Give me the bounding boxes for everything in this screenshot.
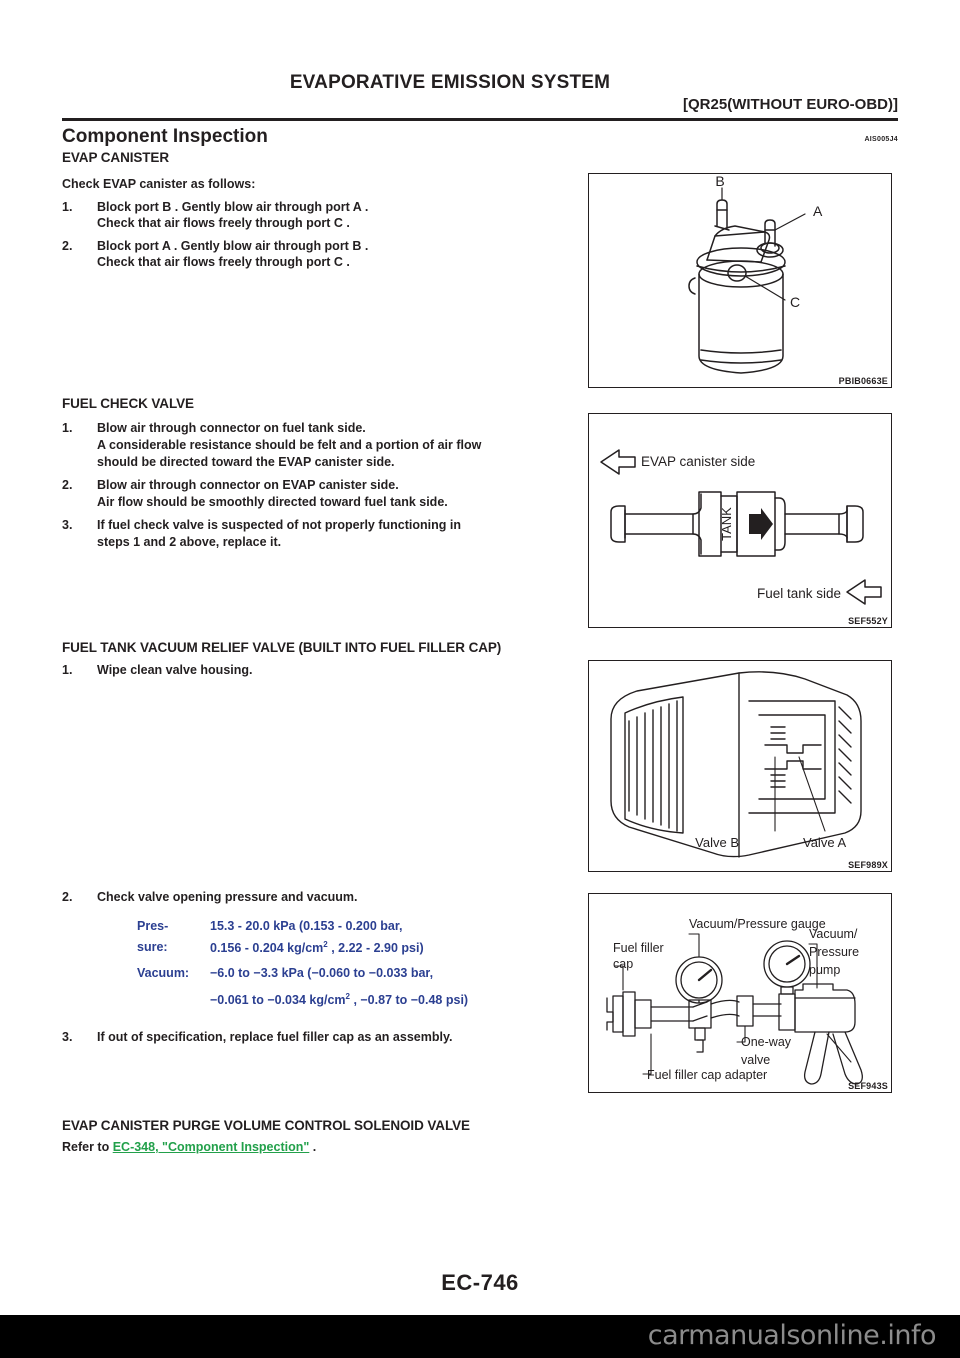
site-watermark: carmanualsonline.info	[647, 1320, 936, 1351]
svg-text:B: B	[715, 174, 725, 189]
svg-text:A: A	[813, 203, 823, 219]
evap-canister-drawing	[589, 174, 891, 387]
figure-id: SEF989X	[848, 860, 888, 870]
fuel-check-valve-drawing	[589, 414, 891, 627]
evap-canister-intro: Check EVAP canister as follows:	[62, 177, 256, 191]
list-number: 3.	[62, 1030, 73, 1044]
fcv-step-1-line-3: should be directed toward the EVAP canister side.	[97, 455, 395, 469]
page-number: EC-746	[441, 1270, 519, 1295]
subsection-purge-solenoid-valve: EVAP CANISTER PURGE VOLUME CONTROL SOLENOID VALVE	[62, 1118, 470, 1133]
fcv-step-1-line-1: Blow air through connector on fuel tank side.	[97, 421, 366, 435]
svg-text:Pressure: Pressure	[809, 945, 860, 959]
fcv-step-2-line-2: Air flow should be smoothly directed toward fuel tank side.	[97, 495, 448, 509]
figure-fuel-check-valve	[588, 413, 892, 628]
vrv-step-2: Check valve opening pressure and vacuum.	[97, 890, 358, 904]
svg-text:Fuel filler cap adapter: Fuel filler cap adapter	[647, 1068, 768, 1082]
svg-text:valve: valve	[741, 1053, 771, 1067]
vacuum-pressure-setup-drawing	[589, 894, 891, 1092]
figure-fuel-filler-cap-section	[588, 660, 892, 872]
flow-arrow-icon	[749, 508, 773, 540]
list-number: 1.	[62, 200, 73, 214]
figure-id: SEF943S	[848, 1081, 888, 1091]
spec-value-vacuum-line2	[210, 992, 468, 1007]
figure-vacuum-pressure-setup	[588, 893, 892, 1093]
figure-id: PBIB0663E	[838, 376, 888, 386]
refer-suffix: .	[309, 1140, 317, 1154]
section-title-component-inspection: Component Inspection	[62, 126, 268, 147]
evap-step-1-line-2: Check that air flows freely through port C .	[97, 216, 350, 230]
fcv-step-3-line-2: steps 1 and 2 above, replace it.	[97, 535, 282, 549]
spec-vacuum-kgcm: −0.061 to −0.034 kg/cm	[210, 993, 346, 1008]
svg-text:Fuel tank side: Fuel tank side	[756, 586, 841, 601]
spec-label-vacuum: Vacuum:	[137, 966, 190, 980]
list-number: 3.	[62, 518, 73, 532]
fcv-step-2-line-1: Blow air through connector on EVAP canister side.	[97, 478, 399, 492]
page-header-title: EVAPORATIVE EMISSION SYSTEM	[289, 72, 611, 93]
spec-pressure-kgcm: 0.156 - 0.204 kg/cm	[210, 941, 324, 956]
evap-step-2-line-1: Block port A . Gently blow air through port B .	[97, 239, 369, 253]
spec-vacuum-psi: , −0.87 to −0.48 psi)	[349, 993, 469, 1008]
spec-value-pressure-line2	[210, 940, 424, 955]
list-number: 1.	[62, 421, 73, 435]
spec-label-pressure-line1: Pres-	[137, 919, 169, 933]
fcv-step-1-line-2: A considerable resistance should be felt and a portion of air flow	[97, 438, 482, 452]
evap-step-2-line-2: Check that air flows freely through port C .	[97, 255, 350, 269]
list-number: 2.	[62, 890, 73, 904]
evap-step-1-line-1: Block port B . Gently blow air through port A .	[97, 200, 369, 214]
svg-text:Valve B: Valve B	[695, 835, 739, 850]
header-divider	[62, 118, 898, 121]
spec-value-vacuum-line1: −6.0 to −3.3 kPa (−0.060 to −0.033 bar,	[210, 966, 434, 980]
subsection-fuel-check-valve: FUEL CHECK VALVE	[62, 396, 194, 411]
subsection-evap-canister: EVAP CANISTER	[62, 150, 169, 165]
list-number: 2.	[62, 239, 73, 253]
svg-text:cap: cap	[613, 957, 634, 971]
spec-superscript: 2	[345, 992, 350, 1001]
spec-pressure-psi: , 2.22 - 2.90 psi)	[327, 941, 424, 956]
svg-text:Valve A: Valve A	[803, 835, 847, 850]
svg-text:pump: pump	[809, 963, 841, 977]
fcv-step-3-line-1: If fuel check valve is suspected of not properly functioning in	[97, 518, 461, 532]
svg-text:TANK: TANK	[719, 507, 734, 541]
refer-prefix: Refer to	[62, 1140, 113, 1154]
list-number: 1.	[62, 663, 73, 677]
vrv-step-3: If out of specification, replace fuel filler cap as an assembly.	[97, 1030, 453, 1044]
figure-evap-canister	[588, 173, 892, 388]
spec-superscript: 2	[323, 940, 328, 949]
vrv-step-1: Wipe clean valve housing.	[97, 663, 253, 677]
section-id-code: AIS005J4	[864, 136, 898, 143]
svg-text:Fuel filler: Fuel filler	[613, 941, 664, 955]
purge-solenoid-reference	[62, 1140, 316, 1154]
subsection-vacuum-relief-valve: FUEL TANK VACUUM RELIEF VALVE (BUILT INTO FUEL FILLER CAP)	[62, 640, 502, 655]
page-header-subtitle: [QR25(WITHOUT EURO-OBD)]	[683, 96, 898, 113]
svg-text:One-way: One-way	[741, 1035, 792, 1049]
svg-text:EVAP canister side: EVAP canister side	[641, 454, 756, 469]
svg-text:Vacuum/Pressure gauge: Vacuum/Pressure gauge	[689, 917, 826, 931]
list-number: 2.	[62, 478, 73, 492]
spec-value-pressure-line1: 15.3 - 20.0 kPa (0.153 - 0.200 bar,	[210, 919, 403, 933]
link-ec-348-component-inspection[interactable]: EC-348, "Component Inspection"	[112, 1140, 310, 1154]
filler-cap-section-drawing	[589, 661, 891, 871]
svg-text:Vacuum/: Vacuum/	[809, 927, 858, 941]
svg-text:C: C	[790, 294, 801, 310]
spec-label-pressure-line2: sure:	[137, 940, 168, 954]
figure-id: SEF552Y	[848, 616, 888, 626]
